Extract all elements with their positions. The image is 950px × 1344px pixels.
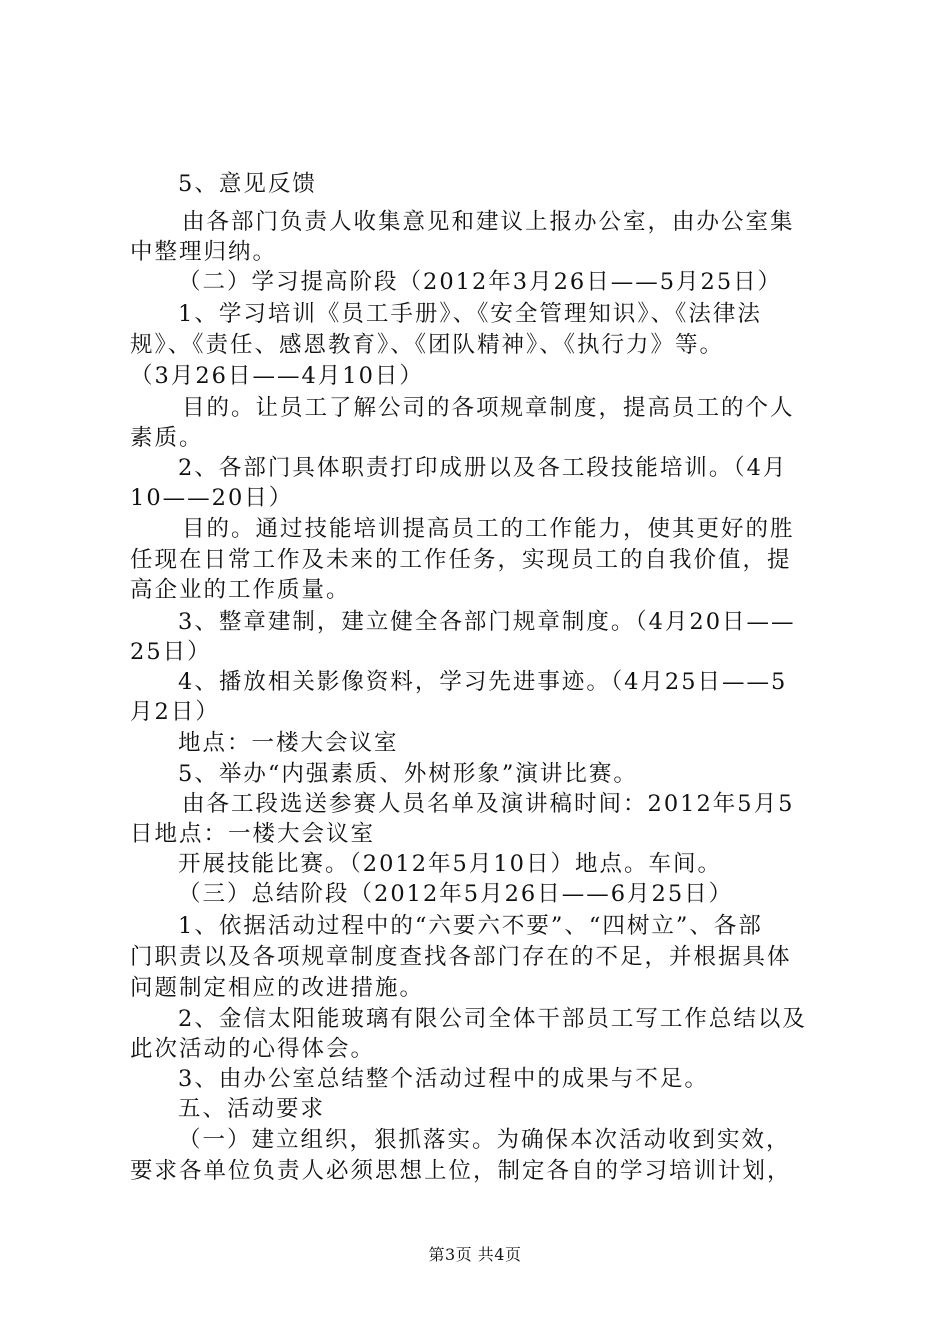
text-line: 月2日）	[130, 699, 220, 725]
text-line: 25日）	[130, 639, 212, 665]
text-line: 3、整章建制，建立健全各部门规章制度。（4月20日——	[178, 609, 796, 635]
section-heading: （二）学习提高阶段（2012年3月26日——5月25日）	[178, 269, 783, 295]
text-line: 5、意见反馈	[178, 171, 317, 197]
text-line: 1、学习培训《员工手册》、《安全管理知识》、《法律法	[178, 301, 762, 327]
text-line: 日地点：一楼大会议室	[130, 821, 376, 847]
text-line: 3、由办公室总结整个活动过程中的成果与不足。	[178, 1066, 709, 1092]
text-line: 任现在日常工作及未来的工作任务，实现员工的自我价值，提	[130, 547, 792, 573]
text-line: 问题制定相应的改进措施。	[130, 975, 425, 1001]
text-line: 由各工段选送参赛人员名单及演讲稿时间：2012年5月5	[182, 791, 795, 817]
text-line: 开展技能比赛。（2012年5月10日）地点。车间。	[178, 851, 722, 877]
text-line: 地点：一楼大会议室	[178, 730, 399, 756]
text-line: 4、播放相关影像资料，学习先进事迹。（4月25日——5	[178, 669, 788, 695]
text-line: （3月26日——4月10日）	[130, 363, 424, 389]
text-line: 2、各部门具体职责打印成册以及各工段技能培训。（4月	[178, 455, 788, 481]
text-line: 5、举办“内强素质、外树形象”演讲比赛。	[178, 761, 638, 787]
text-line: 素质。	[130, 425, 204, 451]
section-heading: （三）总结阶段（2012年5月26日——6月25日）	[178, 881, 734, 907]
text-line: 中整理归纳。	[130, 239, 278, 265]
text-line: 高企业的工作质量。	[130, 577, 351, 603]
text-line: 目的。让员工了解公司的各项规章制度，提高员工的个人	[182, 395, 795, 421]
section-heading: 五、活动要求	[178, 1096, 326, 1122]
page-number-footer: 第3页 共4页	[428, 1245, 522, 1264]
text-line: 要求各单位负责人必须思想上位，制定各自的学习培训计划，	[130, 1158, 792, 1184]
text-line: 规》、《责任、感恩教育》、《团队精神》、《执行力》等。	[130, 332, 725, 358]
text-line: 此次活动的心得体会。	[130, 1036, 376, 1062]
text-line: 目的。通过技能培训提高员工的工作能力，使其更好的胜	[182, 516, 795, 542]
text-line: 10——20日）	[130, 485, 294, 511]
text-line: 门职责以及各项规章制度查找各部门存在的不足，并根据具体	[130, 944, 792, 970]
text-line: （一）建立组织，狠抓落实。为确保本次活动收到实效，	[178, 1127, 791, 1153]
text-line: 1、依据活动过程中的“六要六不要”、“四树立”、各部	[178, 913, 763, 939]
text-line: 2、金信太阳能玻璃有限公司全体干部员工写工作总结以及	[178, 1006, 807, 1032]
text-line: 由各部门负责人收集意见和建议上报办公室，由办公室集	[182, 209, 795, 235]
